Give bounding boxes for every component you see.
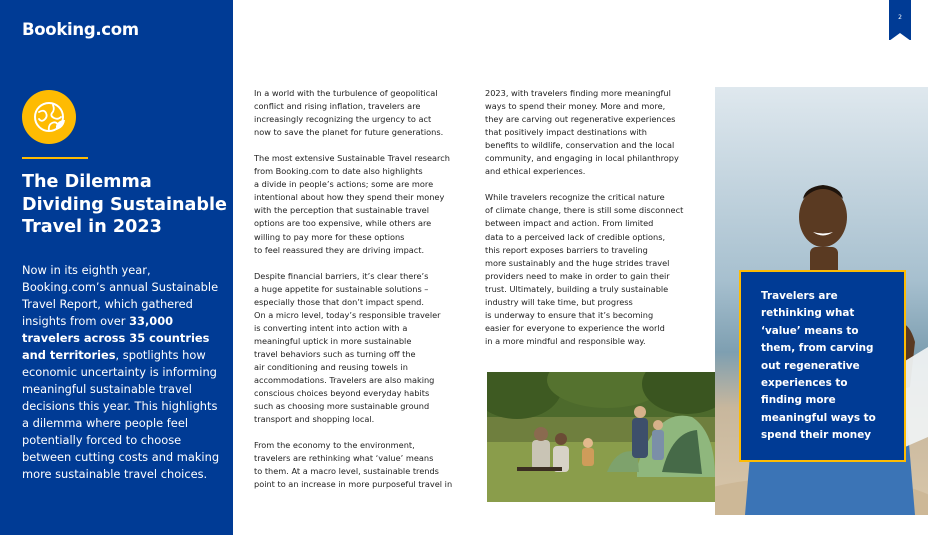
body-line: between impact and action. From limited	[485, 218, 654, 229]
pull-quote-text	[761, 288, 889, 445]
page-number-tab	[889, 0, 911, 40]
body-paragraph	[485, 87, 705, 178]
body-paragraph	[254, 439, 474, 491]
body-line: transport and shopping local.	[254, 414, 375, 425]
body-line: to them. At a macro level, sustainable trends	[254, 466, 439, 477]
body-line: willing to pay more for these options	[254, 231, 405, 242]
quote-line: out regenerative	[761, 359, 860, 372]
booking-logo[interactable]: Booking.com	[22, 20, 139, 39]
title-line: Travel in 2023	[22, 217, 162, 237]
sidebar-panel	[0, 0, 233, 535]
body-line: intentional about how they spend their money	[254, 192, 445, 203]
quote-line: spend their money	[761, 429, 872, 442]
body-line: trust. Ultimately, building a truly sustainable	[485, 283, 669, 294]
body-line: this report exposes barriers to traveling	[485, 244, 648, 255]
body-line: and ethical experiences.	[485, 166, 586, 177]
body-line: easier for everyone to experience the world	[485, 322, 665, 333]
body-line: community, and engaging in local philanthropy	[485, 153, 679, 164]
body-line: to feel reassured they are driving impact.	[254, 244, 425, 255]
body-line: is converting intent into action with a	[254, 322, 408, 333]
body-line: travel behaviors such as turning off the	[254, 348, 416, 359]
quote-line: experiences to	[761, 377, 848, 390]
body-paragraph	[254, 87, 474, 139]
body-line: While travelers recognize the critical nature	[485, 192, 665, 203]
body-line: from Booking.com to date also highlights	[254, 166, 423, 177]
tab-notch	[889, 33, 911, 41]
intro-paragraph	[22, 262, 228, 483]
body-line: options are too expensive, while others are	[254, 218, 432, 229]
body-line: a divide in people’s actions; some are more	[254, 179, 434, 190]
body-line: with the perception that sustainable travel	[254, 205, 429, 216]
body-paragraph	[254, 270, 474, 427]
body-line: more sustainably and the huge strides travel	[485, 257, 670, 268]
body-line: On a micro level, today’s responsible traveler	[254, 309, 441, 320]
body-line: industry will take time, but progress	[485, 296, 633, 307]
family-camping-photo	[487, 372, 715, 502]
quote-line: ‘value’ means to	[761, 324, 859, 337]
body-line: conflict and rising inflation, travelers are	[254, 101, 421, 112]
body-line: ways to spend their money. More and more,	[485, 101, 666, 112]
body-line: In a world with the turbulence of geopolitical	[254, 88, 438, 98]
body-line: point to an increase in more purposeful travel in	[254, 479, 453, 490]
quote-line: finding more	[761, 394, 836, 407]
pull-quote-box	[739, 270, 906, 462]
body-line: From the economy to the environment,	[254, 440, 415, 451]
title-line: The Dilemma	[22, 172, 152, 192]
body-line: of climate change, there is still some disconnect	[485, 205, 684, 216]
body-line: accommodations. Travelers are also making	[254, 375, 435, 386]
body-paragraph	[254, 152, 474, 256]
body-line: that positively impact destinations with	[485, 127, 647, 138]
body-line: is underway to ensure that it’s becoming	[485, 309, 654, 320]
quote-line: meaningful ways to	[761, 411, 876, 424]
body-line: conscious choices beyond everyday habits	[254, 388, 430, 399]
body-line: air conditioning and reusing towels in	[254, 361, 408, 372]
quote-line: Travelers are	[761, 290, 838, 302]
title-line: Dividing Sustainable	[22, 194, 227, 215]
accent-divider	[22, 157, 88, 159]
body-line: providers need to make in order to gain their	[485, 270, 670, 281]
body-line: now to save the planet for future generations.	[254, 127, 444, 138]
body-column-2	[485, 87, 705, 361]
body-paragraph	[485, 191, 705, 348]
intro-text: Now in its eighth year, Booking.com’s annual Sustainable Travel Report, which gathered insights from over	[22, 263, 219, 328]
body-line: in a more mindful and responsible way.	[485, 335, 646, 346]
body-line: meaningful uptick in more sustainable	[254, 335, 412, 346]
body-column-1	[254, 87, 474, 505]
body-line: The most extensive Sustainable Travel research	[254, 153, 450, 164]
intro-text: , spotlights how economic uncertainty is informing meaningful sustainable travel decisions this year. This highlights a dilemma where people feel potentially forced to choose between cutting costs and making more sustainable travel choices.	[22, 348, 220, 481]
globe-leaf-icon	[22, 90, 76, 144]
body-line: Despite financial barriers, it’s clear there’s	[254, 270, 429, 281]
body-line: benefits to wildlife, conservation and the local	[485, 140, 675, 151]
body-line: increasingly recognizing the urgency to act	[254, 114, 432, 125]
body-line: especially those that don’t impact spend.	[254, 296, 424, 307]
quote-line: them, from carving	[761, 342, 874, 355]
body-line: data to a perceived lack of credible options,	[485, 231, 666, 242]
body-line: 2023, with travelers finding more meaningful	[485, 88, 671, 98]
section-title	[22, 171, 227, 239]
body-line: travelers are rethinking what ‘value’ means	[254, 453, 434, 464]
body-line: they are carving out regenerative experiences	[485, 114, 676, 125]
page-number: 2	[898, 14, 902, 21]
quote-line: rethinking what	[761, 307, 855, 320]
body-line: such as choosing more sustainable ground	[254, 401, 430, 412]
body-line: a huge appetite for sustainable solutions –	[254, 283, 429, 294]
intro-highlight: 33,000 travelers across 35 countries and territories	[22, 314, 210, 362]
